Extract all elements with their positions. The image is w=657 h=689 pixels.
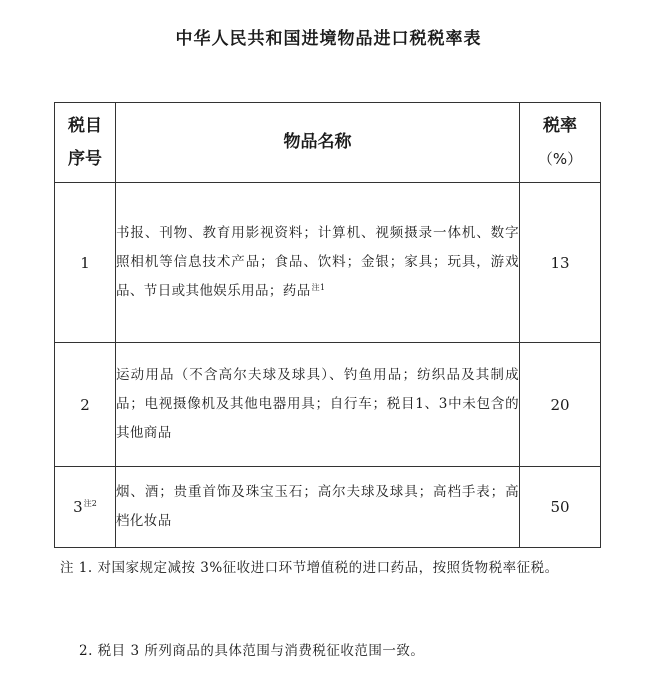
row-2-rate: 20 [520,343,601,467]
row-1-number: 1 [55,183,116,343]
header-tax-item-line2: 序号 [68,148,102,169]
row-3-number-note-marker: 注2 [83,499,97,508]
row-2-items [116,343,520,467]
row-3-number-text: 3 [73,498,83,516]
row-2-items-text: 运动用品（不含高尔夫球及球具）、钓鱼用品；纺织品及其制成品；电视摄像机及其他电器用具；自行车；税目1、3中未包含的其他商品 [116,367,519,441]
header-tax-item-line1: 税目 [68,115,102,136]
footnote-1: 注 1. 对国家规定减按 3%征收进口环节增值税的进口药品，按照货物税率征税。 [60,560,559,576]
row-3-number [55,467,116,548]
table-row [55,183,601,343]
header-tax-item-number [55,103,116,183]
header-rate-line1: 税率 [543,115,577,136]
table-header-row [55,103,601,183]
row-1-items [116,183,520,343]
row-3-items-text: 烟、酒；贵重首饰及珠宝玉石；高尔夫球及球具；高档手表；高档化妆品 [116,484,519,529]
page-title: 中华人民共和国进境物品进口税税率表 [175,29,482,49]
header-goods-name: 物品名称 [116,103,520,183]
row-1-item-note-marker: 注1 [311,282,326,292]
row-2-number: 2 [55,343,116,467]
row-3-items [116,467,520,548]
table-row [55,467,601,548]
row-3-rate: 50 [520,467,601,548]
table-row [55,343,601,467]
tax-rate-table [54,102,601,548]
row-1-rate: 13 [520,183,601,343]
header-rate-line2: （%） [537,149,583,168]
footnote-2: 2. 税目 3 所列商品的具体范围与消费税征收范围一致。 [79,643,425,659]
row-1-items-text: 书报、刊物、教育用影视资料；计算机、视频摄录一体机、数字照相机等信息技术产品；食品、饮料；金银；家具；玩具，游戏品、节日或其他娱乐用品；药品 [116,225,519,299]
header-tax-rate [520,103,601,183]
